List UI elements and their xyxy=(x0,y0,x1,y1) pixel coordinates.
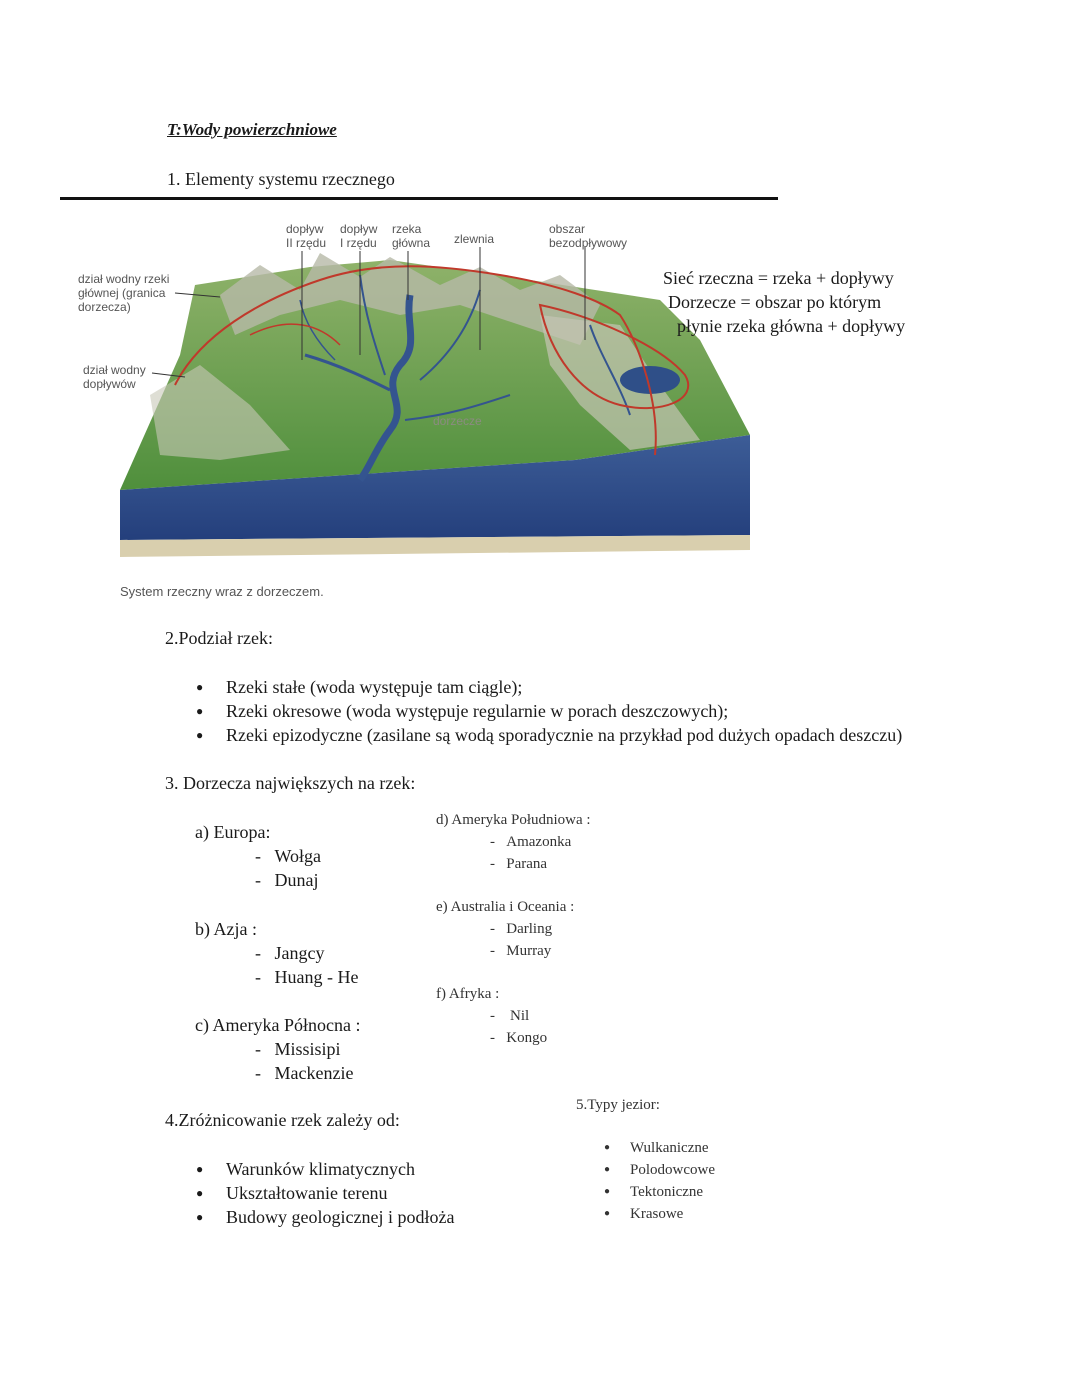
label-doplyw-2: dopływ II rzędu xyxy=(286,222,327,250)
river-item: - Jangcy xyxy=(255,943,325,963)
list-item: ● Rzeki okresowe (woda występuje regularnie w porach deszczowych); xyxy=(196,699,902,723)
section-2-heading: 2.Podział rzek: xyxy=(165,628,273,648)
label-obszar-bezodplywowy: obszar bezodpływowy xyxy=(549,222,628,250)
page-title: T:Wody powierzchniowe xyxy=(167,120,337,139)
list-item: ● Ukształtowanie terenu xyxy=(196,1181,454,1205)
list-item: ● Krasowe xyxy=(604,1203,715,1225)
label-dzial-wodny-doplywow: dział wodny dopływów xyxy=(83,363,146,391)
list-item: ● Rzeki epizodyczne (zasilane są wodą sporadycznie na przykład pod dużych opadach deszczu) xyxy=(196,723,902,747)
section-4-heading: 4.Zróżnicowanie rzek zależy od: xyxy=(165,1110,400,1130)
continent-australia: e) Australia i Oceania : - Darling - Murray xyxy=(436,896,574,962)
river-item: - Amazonka xyxy=(490,834,572,850)
list-item: ● Wulkaniczne xyxy=(604,1137,715,1159)
river-item: - Darling xyxy=(490,921,553,937)
diagram-caption: System rzeczny wraz z dorzeczem. xyxy=(120,584,324,599)
factors-list xyxy=(196,1157,454,1229)
list-item: ● Warunków klimatycznych xyxy=(196,1157,454,1181)
label-zlewnia: zlewnia xyxy=(454,232,495,246)
list-item: ● Tektoniczne xyxy=(604,1181,715,1203)
river-types-list xyxy=(196,675,902,747)
divider xyxy=(60,197,778,200)
label-dorzecze: dorzecze xyxy=(433,414,482,428)
river-item: - Huang - He xyxy=(255,967,359,987)
label-rzeka-glowna: rzeka główna xyxy=(392,222,431,250)
list-item: ● Rzeki stałe (woda występuje tam ciągle); xyxy=(196,675,902,699)
river-item: - Wołga xyxy=(255,846,322,866)
lake-types-list xyxy=(604,1137,715,1225)
river-item: - Mackenzie xyxy=(255,1063,354,1083)
label-dzial-wodny-glowny: dział wodny rzeki głównej (granica dorzecza) xyxy=(78,272,170,314)
river-item: - Dunaj xyxy=(255,870,319,890)
continent-ameryka-poludniowa: d) Ameryka Południowa : - Amazonka - Parana xyxy=(436,809,591,875)
section-5-heading: 5.Typy jezior: xyxy=(576,1097,660,1113)
label-doplyw-1: dopływ I rzędu xyxy=(340,222,378,250)
note-siec: Sieć rzeczna = rzeka + dopływy xyxy=(663,268,894,288)
river-item: - Kongo xyxy=(490,1030,548,1046)
river-item: - Murray xyxy=(490,943,552,959)
section-3-heading: 3. Dorzecza największych na rzek: xyxy=(165,773,416,793)
continent-azja: b) Azja : - Jangcy - Huang - He xyxy=(195,919,359,987)
note-dorzecze: Dorzecze = obszar po którym xyxy=(668,292,882,312)
river-item: - Parana xyxy=(490,856,548,872)
river-item: - Nil xyxy=(490,1008,530,1024)
notes xyxy=(663,266,905,338)
continent-ameryka-polnocna: c) Ameryka Północna : - Missisipi - Mackenzie xyxy=(195,1015,361,1083)
note-plynie: płynie rzeka główna + dopływy xyxy=(677,316,906,336)
continent-afryka: f) Afryka : - Nil - Kongo xyxy=(436,983,547,1049)
continent-europa: a) Europa: - Wołga - Dunaj xyxy=(195,822,322,890)
list-item: ● Budowy geologicznej i podłoża xyxy=(196,1205,454,1229)
list-item: ● Polodowcowe xyxy=(604,1159,715,1181)
river-item: - Missisipi xyxy=(255,1039,341,1059)
section-1-heading: 1. Elementy systemu rzecznego xyxy=(167,169,395,189)
